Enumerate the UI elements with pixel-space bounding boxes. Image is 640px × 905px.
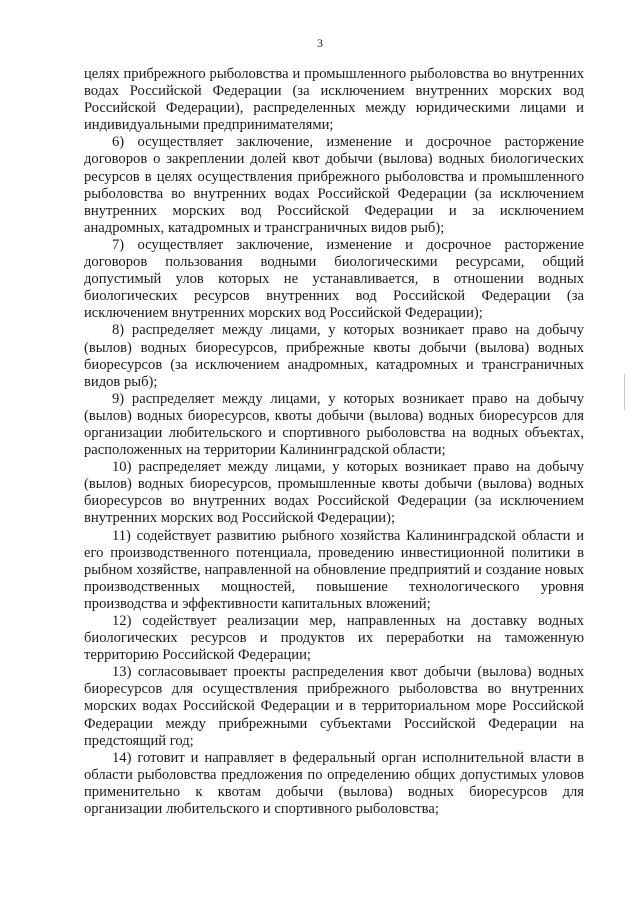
- paragraph-item-8: 8) распределяет между лицами, у которых возникает право на добычу (вылов) водных биоресурсов, прибрежные квоты добычи (вылова) водных биоресурсов (за исключением анадромных, катадромных и трансграничных видов рыб);: [84, 322, 584, 390]
- paragraph-item-14: 14) готовит и направляет в федеральный орган исполнительной власти в области рыболовства предложения по определению общих допустимых уловов применительно к квотам добычи (вылова) водных биоресурсов для организации любительского и спортивного рыболовства;: [84, 749, 584, 818]
- page-number: 3: [317, 36, 323, 50]
- scan-margin-mark: [624, 374, 625, 410]
- paragraph-item-10: 10) распределяет между лицами, у которых возникает право на добычу (вылов) водных биоресурсов, промышленные квоты добычи (вылова) водных биоресурсов во внутренних водах Российской Федерации (за исключением внутренних морских вод Российской Федерации);: [84, 459, 584, 527]
- paragraph-item-11: 11) содействует развитию рыбного хозяйства Калининградской области и его производственного потенциала, проведению инвестиционной политики в рыбном хозяйстве, направленной на обновление предприятий и создание новых производственных мощностей, повышение технологического уровня производства и эффективности капитальных вложений;: [84, 527, 584, 612]
- paragraph-item-6: 6) осуществляет заключение, изменение и досрочное расторжение договоров о закреплении долей квот добычи (вылова) водных биологических ресурсов в целях осуществления прибрежного рыболовства и промышленного рыболовства во внутренних водах Российской Федерации (за исключением внутренних морских вод Российской Федерации и за исключением анадромных, катадромных и трансграничных видов рыб);: [84, 134, 584, 236]
- paragraph-item-13: 13) согласовывает проекты распределения квот добычи (вылова) водных биоресурсов для осуществления прибрежного рыболовства во внутренних морских водах Российской Федерации и в территориальном море Российской Федерации между прибрежными субъектами Российской Федерации на предстоящий год;: [84, 664, 584, 749]
- document-body: [84, 66, 584, 818]
- paragraph-item-9: 9) распределяет между лицами, у которых возникает право на добычу (вылов) водных биоресурсов, квоты добычи (вылова) водных биоресурсов для организации любительского и спортивного рыболовства на водных объектах, расположенных на территории Калининградской области;: [84, 390, 584, 459]
- paragraph-item-12: 12) содействует реализации мер, направленных на доставку водных биологических ресурсов и продуктов их переработки на таможенную территорию Российской Федерации;: [84, 613, 584, 664]
- paragraph-continuation: целях прибрежного рыболовства и промышленного рыболовства во внутренних водах Российской Федерации (за исключением внутренних морских вод Российской Федерации), распределенных между юридическими лицами и индивидуальными предпринимателями;: [84, 66, 584, 134]
- paragraph-item-7: 7) осуществляет заключение, изменение и досрочное расторжение договоров пользования водными биологическими ресурсами, общий допустимый улов которых не устанавливается, в отношении водных биологических ресурсов внутренних вод Российской Федерации (за исключением внутренних морских вод Российской Федерации);: [84, 236, 584, 322]
